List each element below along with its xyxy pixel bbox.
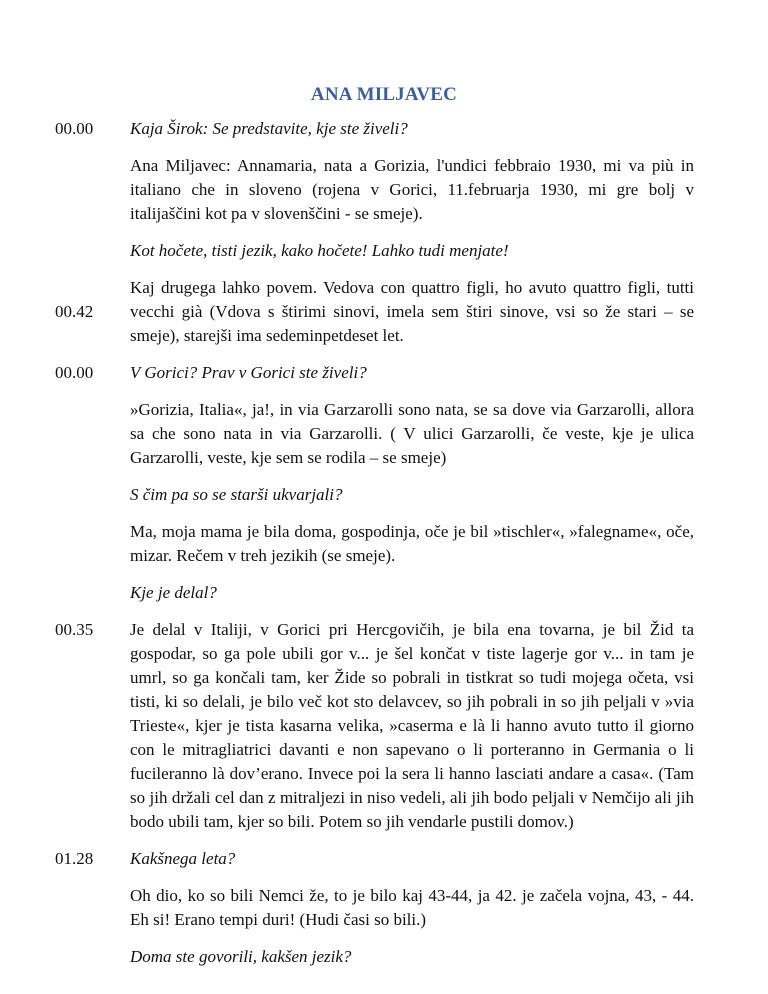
question-text: Kje je delal? [130, 583, 217, 602]
answer-text: Kaj drugega lahko povem. Vedova con quattro figli, ho avuto quattro figli, tutti vecchi già (Vdova s štirimi sinovi, imela sem štiri sinove, vsi so že stari – se smeje), starejši ima sedeminpetdeset let. [130, 278, 694, 345]
question-text: Kaja Širok: Se predstavite, kje ste živeli? [130, 119, 408, 138]
transcript-entry [0, 398, 768, 470]
question-text: Kot hočete, tisti jezik, kako hočete! Lahko tudi menjate! [130, 241, 509, 260]
transcript-entry [0, 581, 768, 605]
transcript-entry [0, 154, 768, 226]
answer-text: Je delal v Italiji, v Gorici pri Hercgovičih, je bila ena tovarna, je bil Žid ta gospodar, so ga pole ubili gor v... je šel končat v tiste lagerje gor v... in tam je umrl, so ga končali tam, ker Žide so pobrali in tistkrat so tudi mojega očeta, vsi tisti, ki so delali, je bilo več kot sto delavcev, so jih pobrali in so jih peljali v »via Trieste«, kjer je tista kasarna velika, »caserma e là li hanno avuto tutto il giorno con le mitragliatrici davanti e non sapevano o li porteranno in Germania o li fucileranno là dov’erano. Invece poi la sera li hanno lasciati andare a casa«. (Tam so jih držali cel dan z mitraljezi in niso vedeli, ali jih bodo peljali v Nemčijo ali jih bodo ubili tam, kjer so bili. Potem so jih vendarle pustili domov.) [130, 620, 694, 831]
answer-text: Ma, moja mama je bila doma, gospodinja, oče je bil »tischler«, »falegname«, oče, mizar. Rečem v treh jezikih (se smeje). [130, 522, 694, 565]
transcript-entry [0, 239, 768, 263]
document-title: ANA MILJAVEC [310, 84, 458, 105]
transcript [0, 117, 768, 982]
question-text: S čim pa so se starši ukvarjali? [130, 485, 343, 504]
answer-text: »Gorizia, Italia«, ja!, in via Garzarolli sono nata, se sa dove via Garzarolli, allora sa che sono nata in via Garzarolli. ( V ulici Garzarolli, če veste, kje je ulica Garzarolli, veste, kje sem se rodila – se smeje) [130, 400, 694, 467]
transcript-entry [0, 884, 768, 932]
question-text: Kakšnega leta? [130, 849, 236, 868]
timestamp: 00.42 [55, 302, 94, 321]
timestamp: 01.28 [55, 849, 94, 868]
timestamp: 00.00 [55, 119, 94, 138]
question-text: Doma ste govorili, kakšen jezik? [130, 947, 352, 966]
transcript-entry [0, 361, 768, 385]
timestamp: 00.00 [55, 363, 94, 382]
transcript-entry [0, 847, 768, 871]
answer-text: Oh dio, ko so bili Nemci že, to je bilo kaj 43-44, ja 42. je začela vojna, 43, - 44. Eh si! Erano tempi duri! (Hudi časi so bili.) [130, 886, 694, 929]
answer-text: Ana Miljavec: Annamaria, nata a Gorizia, l'undici febbraio 1930, mi va più in italiano che in sloveno (rojena v Gorici, 11.februarja 1930, mi gre bolj v italijaščini kot pa v slovenščini - se smeje). [130, 156, 694, 223]
transcript-entry [0, 618, 768, 834]
transcript-entry [0, 276, 768, 348]
transcript-entry [0, 945, 768, 969]
transcript-entry [0, 117, 768, 141]
transcript-entry [0, 483, 768, 507]
transcript-entry [0, 520, 768, 568]
question-text: V Gorici? Prav v Gorici ste živeli? [130, 363, 367, 382]
timestamp: 00.35 [55, 620, 94, 639]
